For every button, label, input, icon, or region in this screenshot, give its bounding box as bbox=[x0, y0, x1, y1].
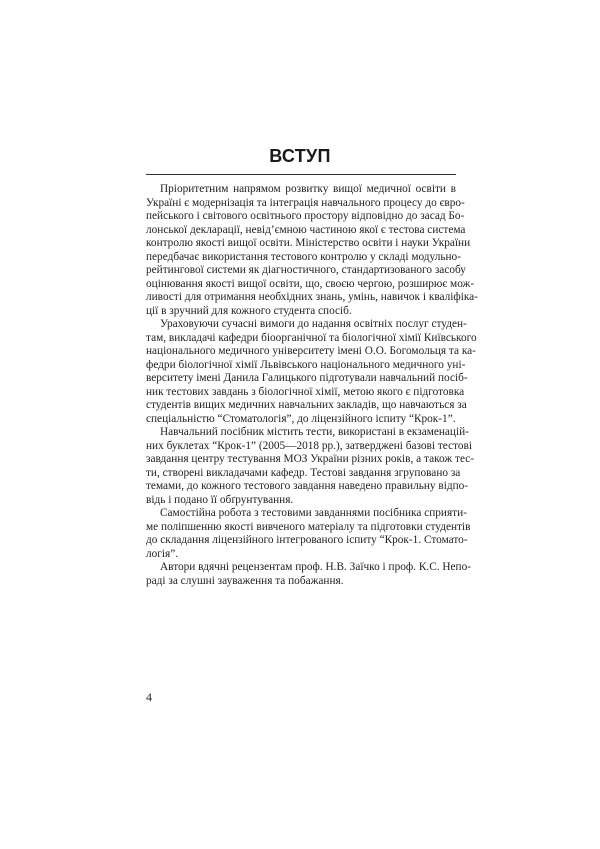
text-line: там, викладачі кафедри біоорганічної та біологічної хімії Київського bbox=[146, 331, 477, 344]
text-line: раді за слушні зауваження та побажання. bbox=[146, 574, 344, 587]
text-line: пейського і світового освітнього простору відповідно до засад Бо- bbox=[146, 210, 465, 222]
text-line: Пріоритетним напрямом розвитку вищої медичної освіти в bbox=[160, 183, 456, 195]
title-divider bbox=[146, 174, 456, 175]
text-line: завдання центру тестування МОЗ України різних років, а також тес- bbox=[146, 453, 475, 465]
text-line: них буклетах “Крок-1” (2005—2018 рр.), затверджені базові тестові bbox=[146, 439, 473, 452]
text-line: Навчальний посібник містить тести, використані в екзаменацій- bbox=[160, 426, 469, 438]
text-line: ливості для отримання необхідних знань, умінь, навичок і кваліфіка- bbox=[146, 291, 478, 303]
text-line: лонської декларації, невід’ємною частиною якої є тестова система bbox=[146, 223, 466, 236]
text-line: Ураховуючи сучасні вимоги до надання освітніх послуг студен- bbox=[160, 318, 467, 330]
page-number: 4 bbox=[146, 690, 152, 704]
paragraph bbox=[146, 426, 475, 507]
text-line: до складання ліцензійного інтегрованого іспиту “Крок-1. Стомато- bbox=[146, 534, 468, 546]
text-line: відь і подано її обґрунтування. bbox=[146, 493, 294, 506]
text-line: Автори вдячні рецензентам проф. Н.В. Заїчко і проф. К.С. Непо- bbox=[160, 561, 472, 573]
text-line: студентів вищих медичних навчальних закладів, що навчаються за bbox=[146, 399, 467, 411]
page-title: ВСТУП bbox=[269, 146, 331, 166]
text-line: ме поліпшенню якості вивченого матеріалу та підготовки студентів bbox=[146, 520, 471, 533]
text-line: Україні є модернізація та інтеграція навчального процесу до євро- bbox=[146, 196, 465, 209]
paragraph bbox=[146, 507, 471, 561]
text-line: верситету імені Данила Галицького підготували навчальний посіб- bbox=[146, 372, 468, 384]
paragraph bbox=[146, 183, 478, 318]
text-line: темами, до кожного тестового завдання наведено правильну відпо- bbox=[146, 480, 469, 492]
paragraph bbox=[146, 318, 477, 426]
text-line: оцінювання якості вищої освіти, що, своєю чергою, розширює мож- bbox=[146, 277, 475, 290]
text-line: контролю якості вищої освіти. Міністерство освіти і науки України bbox=[146, 237, 471, 249]
text-line: логія”. bbox=[146, 547, 179, 560]
body-text bbox=[146, 183, 478, 588]
text-line: національного медичного університету імені О.О. Богомольця та ка- bbox=[146, 345, 476, 357]
paragraph bbox=[146, 561, 472, 588]
text-line: ти, створені викладачами кафедр. Тестові завдання згруповано за bbox=[146, 466, 461, 479]
text-line: спеціальністю “Стоматологія”, до ліцензійного іспиту “Крок-1”. bbox=[146, 412, 456, 425]
text-line: федри біологічної хімії Львівського національного медичного уні- bbox=[146, 358, 466, 371]
text-line: Самостійна робота з тестовими завданнями посібника сприяти- bbox=[160, 507, 467, 519]
text-line: ник тестових завдань з біологічної хімії, метою якого є підготовка bbox=[146, 385, 465, 398]
text-line: передбачає використання тестового контролю у складі модульно- bbox=[146, 250, 461, 263]
text-line: ції в зручний для кожного студента спосіб. bbox=[146, 304, 352, 317]
text-line: рейтингової системи як діагностичного, стандартизованого засобу bbox=[146, 264, 466, 276]
